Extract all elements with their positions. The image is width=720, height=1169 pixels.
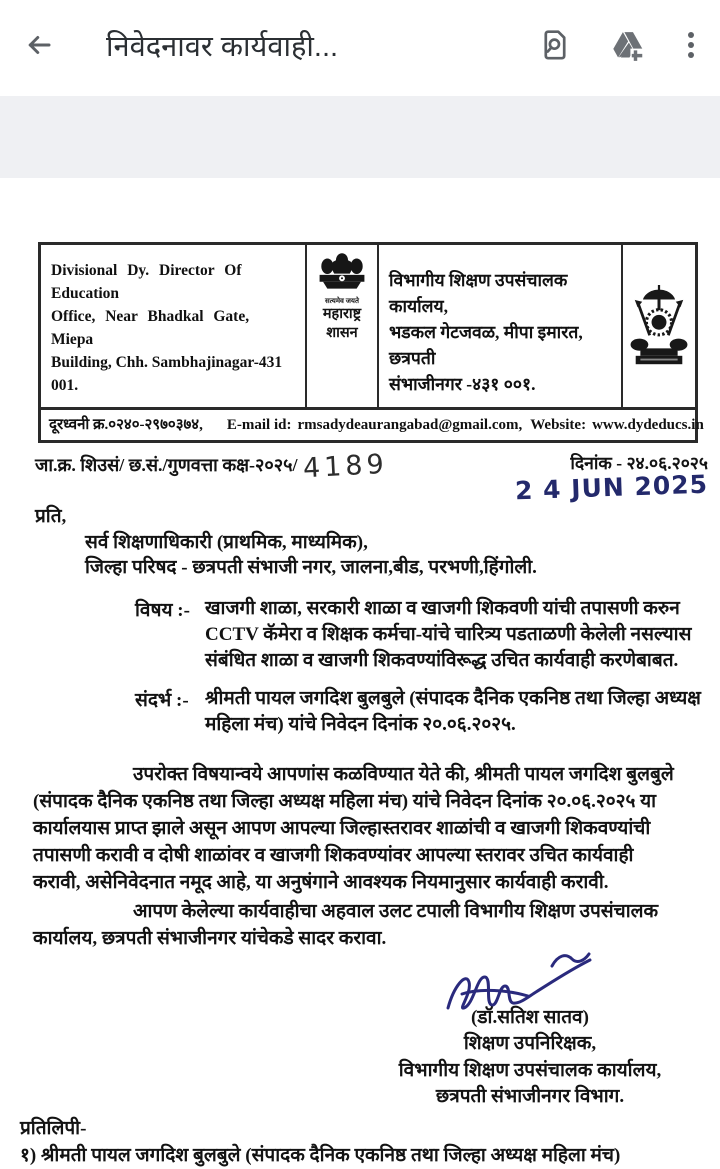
letterhead-english-address	[41, 245, 307, 407]
body-paragraph-1	[33, 761, 692, 896]
outward-number-printed: जा.क्र. शिउसं/ छ.सं./गुणवत्ता कक्ष-२०२५/	[35, 455, 298, 475]
website-label: Website:	[530, 417, 587, 433]
recipient-line: सर्व शिक्षणाधिकारी (प्राथमिक, माध्यमिक),	[85, 532, 368, 553]
salutation: प्रति,	[35, 506, 67, 527]
find-in-document-button[interactable]	[530, 20, 580, 70]
copy-to-block	[20, 1115, 720, 1169]
letterhead-marathi-line: भडकल गेटजवळ, मीपा इमारत, छत्रपती	[389, 322, 583, 368]
viewer-background-strip	[0, 96, 720, 178]
letterhead-marathi-line: संभाजीनगर -४३१ ००१.	[389, 374, 536, 394]
email-label: E-mail id:	[226, 417, 292, 433]
subject-line: खाजगी शाळा, सरकारी शाळा व खाजगी शिकवणी यांची तपासणी करुन	[205, 598, 680, 619]
document-title: निवेदनावर कार्यवाही...	[106, 30, 339, 63]
signatory-office: विभागीय शिक्षण उपसंचालक कार्यालय,	[398, 1059, 662, 1081]
copy-label: प्रतिलिपी-	[20, 1117, 87, 1139]
body-line: कार्यालयास प्राप्त झाले असून आपण आपल्या जिल्हास्तरावर शाळांची व खाजगी शिकवण्यांची	[33, 818, 651, 839]
letterhead-english-line: Office, Near Bhadkal Gate, Miepa	[51, 308, 250, 348]
email-value: rmsadydeaurangabad@gmail.com,	[297, 417, 523, 433]
subject-line: संबंधित शाळा व खाजगी शिकवण्यांविरूद्ध उचित कार्यवाही करणेबाबत.	[205, 650, 679, 671]
government-name-line2: शासन	[326, 325, 358, 341]
body-line: उपरोक्त विषयान्वये आपणांस कळविण्यात येते की, श्रीमती पायल जगदिश बुलबुले	[133, 764, 674, 785]
document-page[interactable]	[0, 242, 720, 1169]
body-line: (संपादक दैनिक एकनिष्ठ तथा जिल्हा अध्यक्ष महिला मंच) यांचे निवेदन दिनांक २०.०६.२०२५ या	[33, 791, 657, 812]
subject-block	[135, 596, 720, 674]
emblem-motto: सत्यमेव जयते	[325, 297, 359, 305]
date-label: दिनांक - २४.०६.२०२५	[570, 453, 708, 473]
body-line: कार्यालय, छत्रपती संभाजीनगर यांचेकडे सादर करावा.	[33, 928, 387, 949]
website-value: www.dydeducs.in	[592, 417, 704, 433]
letterhead-emblem-cell	[307, 245, 379, 407]
signatory-division: छत्रपती संभाजीनगर विभाग.	[435, 1086, 625, 1107]
letterhead-marathi-line: विभागीय शिक्षण उपसंचालक कार्यालय,	[389, 270, 568, 316]
back-arrow-icon	[24, 30, 54, 60]
overflow-menu-button[interactable]	[676, 21, 706, 69]
ashoka-lion-capital-icon	[317, 251, 367, 297]
letterhead	[38, 242, 704, 443]
signatory-name: (डॉ.सतिश सातव)	[471, 1007, 589, 1028]
subject-label: विषय :-	[135, 600, 190, 621]
recipient-line: जिल्हा परिषद - छत्रपती संभाजी नगर, जालना,बीड, परभणी,हिंगोली.	[85, 557, 537, 578]
reference-line: श्रीमती पायल जगदिश बुलबुले (संपादक दैनिक एकनिष्ठ तथा जिल्हा अध्यक्ष	[205, 688, 701, 709]
reference-number-row	[35, 448, 712, 506]
phone-number: दूरध्वनी क्र.०२४०-२९७०३७४,	[49, 417, 203, 433]
recipient-address	[85, 530, 720, 580]
reference-block	[135, 686, 720, 738]
signature-block	[362, 948, 698, 1111]
add-to-drive-icon	[610, 27, 646, 63]
reference-line: महिला मंच) यांचे निवेदन दिनांक २०.०६.२०२५.	[205, 714, 516, 735]
letterhead-english-line: Building, Chh. Sambhajinagar-431 001.	[51, 354, 283, 394]
received-date-stamp: 2 4 JUN 2025	[514, 469, 709, 506]
letterhead-marathi-address	[379, 245, 623, 407]
letterhead-english-line: Divisional Dy. Director Of Education	[51, 262, 242, 302]
add-to-drive-button[interactable]	[602, 19, 654, 71]
royal-seal-icon	[629, 285, 689, 367]
copy-line: १) श्रीमती पायल जगदिश बुलबुले (संपादक दैनिक एकनिष्ठ तथा जिल्हा अध्यक्ष महिला मंच)	[20, 1144, 621, 1166]
back-button[interactable]	[16, 22, 62, 68]
signatory-designation: शिक्षण उपनिरिक्षक,	[463, 1033, 597, 1054]
government-name-line1: महाराष्ट्र	[322, 306, 362, 322]
letterhead-seal-cell	[623, 245, 695, 407]
letterhead-contact-strip	[41, 407, 704, 440]
subject-line: CCTV कॅमेरा व शिक्षक कर्मचा-यांचे चारित्र्य पडताळणी केलेली नसल्यास	[205, 624, 692, 645]
app-bar	[0, 0, 720, 96]
body-line: करावी, असेनिवेदनात नमूद आहे, या अनुषंगाने आवश्यक नियमानुसार कार्यवाही करावी.	[33, 872, 609, 893]
body-line: तपासणी करावी व दोषी शाळांवर व खाजगी शिकवण्यांवर आपल्या स्तरावर उचित कार्यवाही	[33, 845, 634, 866]
more-options-icon	[684, 29, 698, 61]
body-line: आपण केलेल्या कार्यवाहीचा अहवाल उलट टपाली विभागीय शिक्षण उपसंचालक	[133, 901, 659, 922]
reference-label: संदर्भ :-	[135, 690, 189, 711]
body-paragraph-2	[33, 898, 692, 952]
outward-number-handwritten: 4189	[302, 448, 389, 485]
find-in-document-icon	[538, 28, 572, 62]
